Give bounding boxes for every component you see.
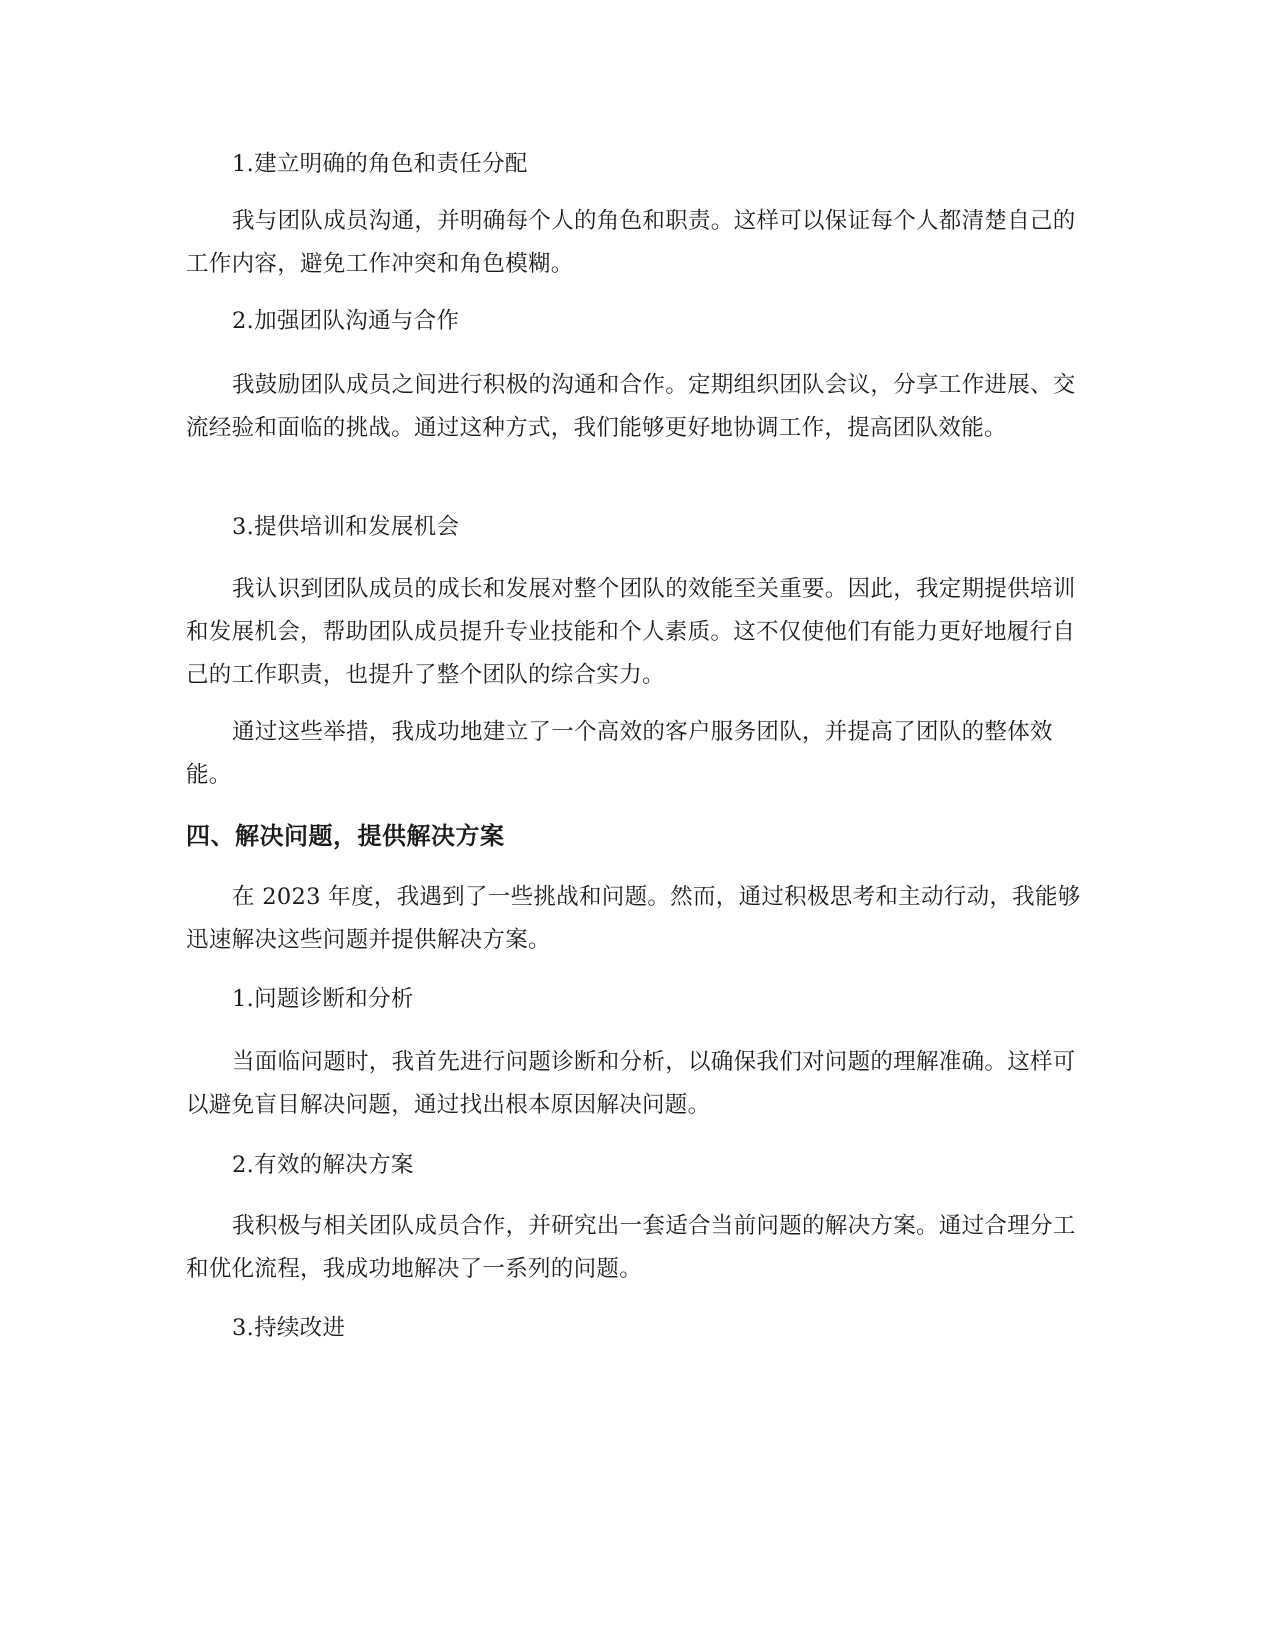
- subheading-diagnosis: 1.问题诊断和分析: [232, 986, 414, 1012]
- subheading-training: 3.提供培训和发展机会: [232, 514, 460, 540]
- paragraph-summary: 通过这些举措，我成功地建立了一个高效的客户服务团队，并提高了团队的整体效能。: [186, 719, 1053, 788]
- paragraph-training: 我认识到团队成员的成长和发展对整个团队的效能至关重要。因此，我定期提供培训和发展机会，帮助团队成员提升专业技能和个人素质。这不仅使他们有能力更好地履行自己的工作职责，也提升了整个团队的综合实力。: [186, 576, 1076, 688]
- subheading-continuous-improvement: 3.持续改进: [232, 1315, 346, 1341]
- subheading-role-assignment: 1.建立明确的角色和责任分配: [232, 151, 528, 177]
- subheading-team-communication: 2.加强团队沟通与合作: [232, 308, 460, 334]
- paragraph-role-assignment: 我与团队成员沟通，并明确每个人的角色和职责。这样可以保证每个人都清楚自己的工作内容，避免工作冲突和角色模糊。: [186, 208, 1076, 277]
- paragraph-effective-solution: 我积极与相关团队成员合作，并研究出一套适合当前问题的解决方案。通过合理分工和优化流程，我成功地解决了一系列的问题。: [186, 1213, 1076, 1282]
- paragraph-team-communication: 我鼓励团队成员之间进行积极的沟通和合作。定期组织团队会议，分享工作进展、交流经验和面临的挑战。通过这种方式，我们能够更好地协调工作，提高团队效能。: [186, 372, 1076, 441]
- section-heading-problem-solving: 四、解决问题，提供解决方案: [186, 822, 505, 850]
- paragraph-problem-intro: 在 2023 年度，我遇到了一些挑战和问题。然而，通过积极思考和主动行动，我能够迅速解决这些问题并提供解决方案。: [186, 884, 1081, 953]
- subheading-effective-solution: 2.有效的解决方案: [232, 1152, 414, 1178]
- paragraph-diagnosis: 当面临问题时，我首先进行问题诊断和分析，以确保我们对问题的理解准确。这样可以避免盲目解决问题，通过找出根本原因解决问题。: [186, 1049, 1076, 1118]
